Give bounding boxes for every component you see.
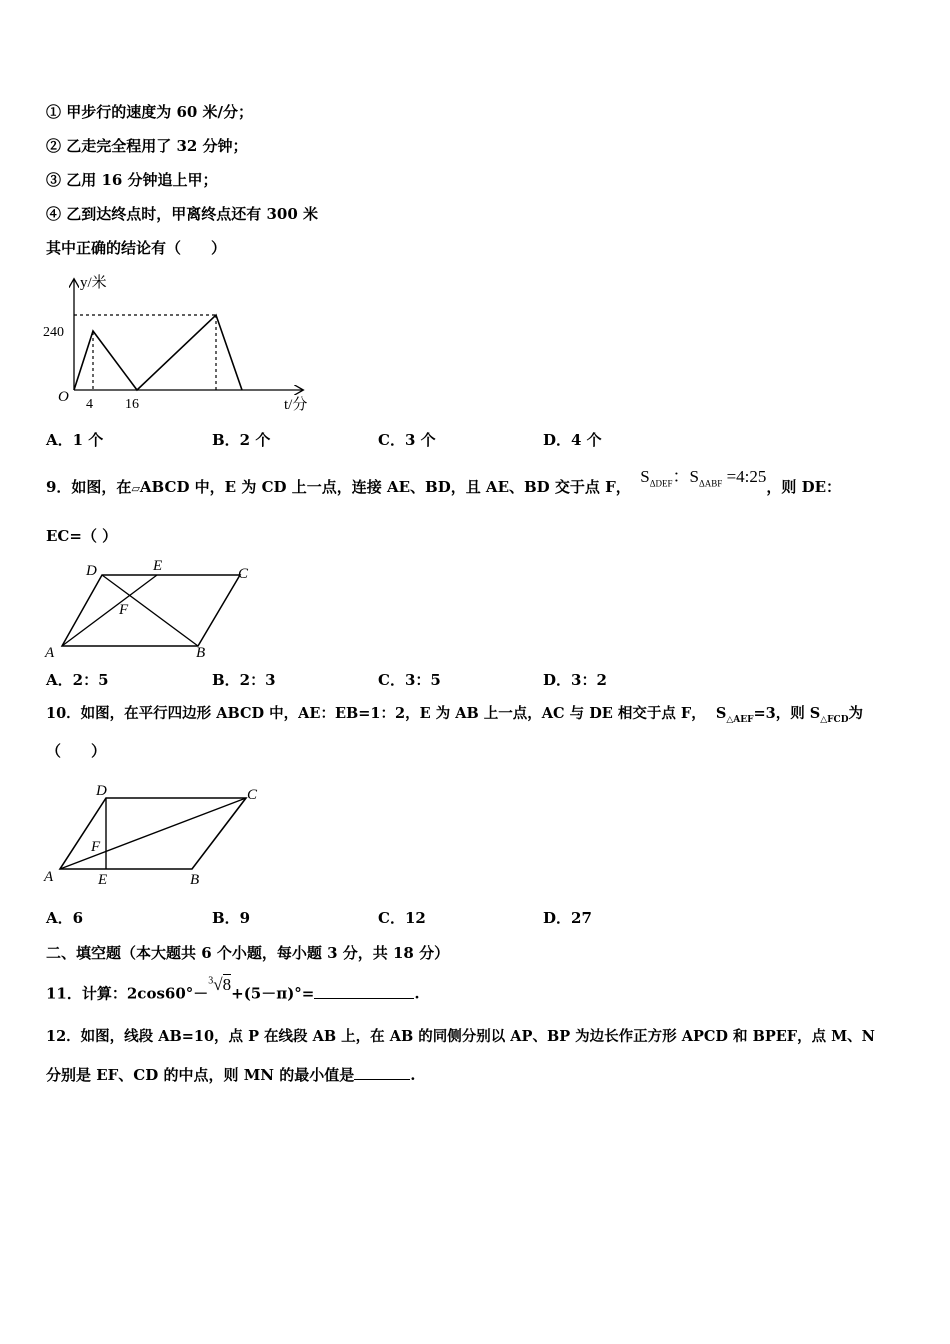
- q12-line2: [46, 1065, 415, 1085]
- distance-time-graph: [40, 268, 330, 416]
- statement-2: ② 乙走完全程用了 32 分钟；: [46, 137, 248, 155]
- root-index: 3: [208, 975, 214, 986]
- s-abf-sub: ΔABF: [699, 478, 723, 489]
- label-e: E: [153, 558, 163, 574]
- q8-option-a: A．1 个: [46, 431, 104, 449]
- q8-question: 其中正确的结论有（ ）: [46, 239, 227, 257]
- q10-text-a: 10．如图，在平行四边形 ABCD 中，AE：EB=1：2，E 为 AB 上一点，AC 与 DE 相交于点 F，: [46, 705, 706, 722]
- q11-end: .: [414, 984, 420, 1003]
- q10-option-c: C．12: [378, 909, 426, 927]
- q9-option-b: B．2：3: [212, 671, 276, 689]
- radical-icon: √: [213, 974, 223, 994]
- q9-area-ratio: [636, 467, 767, 489]
- q9-option-a: A．2：5: [46, 671, 109, 689]
- segment-bd: [102, 575, 198, 646]
- q10-option-d: D．27: [543, 909, 592, 927]
- q10-line2: （ ）: [46, 742, 107, 760]
- y-tick-240: 240: [43, 325, 64, 340]
- q9-mid: ABCD 中，E 为 CD 上一点，连接 AE、BD，且 AE、BD 交于点 F，: [139, 478, 631, 496]
- q11-text-a: 11．计算：2cos60°－: [46, 984, 209, 1003]
- root-radicand: 8: [222, 974, 232, 994]
- x-tick-4: 4: [86, 397, 93, 412]
- statement-3: ③ 乙用 16 分钟追上甲；: [46, 171, 218, 189]
- origin-label: O: [58, 389, 69, 405]
- q8-option-c: C．3 个: [378, 431, 436, 449]
- ratio-colon: ：: [672, 467, 690, 486]
- q11-answer-blank[interactable]: [314, 984, 414, 999]
- q12-line2-text: 分别是 EF、CD 的中点，则 MN 的最小值是: [46, 1066, 355, 1084]
- s-def-sub: ΔDEF: [649, 478, 673, 489]
- x-axis-label: t/分: [284, 397, 308, 413]
- ratio-value: =4:25: [726, 467, 767, 486]
- label-e: E: [98, 872, 108, 888]
- label-f: F: [119, 602, 129, 618]
- q9-option-c: C．3：5: [378, 671, 441, 689]
- statement-4: ④ 乙到达终点时，甲离终点还有 300 米: [46, 205, 318, 223]
- s-fcd-sub: △FCD: [820, 714, 849, 725]
- label-b: B: [190, 872, 200, 888]
- q8-option-d: D．4 个: [543, 431, 602, 449]
- q9-text: [46, 467, 842, 503]
- q9-line2: EC=（ ）: [46, 527, 118, 545]
- x-tick-16: 16: [125, 397, 139, 412]
- q9-prefix: 9．如图，在: [46, 478, 132, 496]
- label-a: A: [44, 869, 54, 885]
- q12-end: .: [410, 1066, 416, 1084]
- label-c: C: [247, 787, 258, 803]
- q10-text-b: =3，则 S: [753, 705, 821, 722]
- q9-option-d: D．3：2: [543, 671, 607, 689]
- q11-text-b: +(5－π)°=: [231, 984, 315, 1003]
- s-abf: S: [689, 467, 700, 486]
- label-b: B: [196, 645, 206, 661]
- s-aef-sub: △AEF: [726, 714, 754, 725]
- label-f: F: [91, 839, 101, 855]
- graph-line: [74, 315, 242, 390]
- q11-text: [46, 974, 420, 1004]
- q12-line1: 12．如图，线段 AB=10，点 P 在线段 AB 上，在 AB 的同侧分别以 AP、BP 为边长作正方形 APCD 和 BPEF，点 M、N: [46, 1028, 875, 1045]
- s-def: S: [640, 467, 650, 486]
- q10-option-a: A．6: [46, 909, 84, 927]
- q10-option-b: B．9: [212, 909, 251, 927]
- statement-1: ① 甲步行的速度为 60 米/分；: [46, 103, 254, 121]
- label-d: D: [96, 783, 107, 799]
- segment-ae: [62, 575, 157, 646]
- section-2-heading: 二、填空题（本大题共 6 个小题，每小题 3 分，共 18 分）: [46, 944, 450, 962]
- q12-answer-blank[interactable]: [354, 1065, 410, 1080]
- cube-root-8: [208, 975, 231, 994]
- label-c: C: [238, 566, 249, 582]
- q9-suffix: ，则 DE：: [766, 478, 842, 496]
- label-a: A: [45, 645, 55, 661]
- q10-figure: [40, 780, 270, 890]
- q8-option-b: B．2 个: [212, 431, 271, 449]
- q10-text-c: 为: [848, 705, 864, 722]
- q10-text: [46, 704, 863, 730]
- y-axis-label: y/米: [80, 275, 107, 291]
- s-aef: S: [715, 705, 727, 722]
- parallelogram-icon: ▱: [131, 482, 140, 495]
- label-d: D: [86, 563, 97, 579]
- q9-figure: [40, 556, 270, 662]
